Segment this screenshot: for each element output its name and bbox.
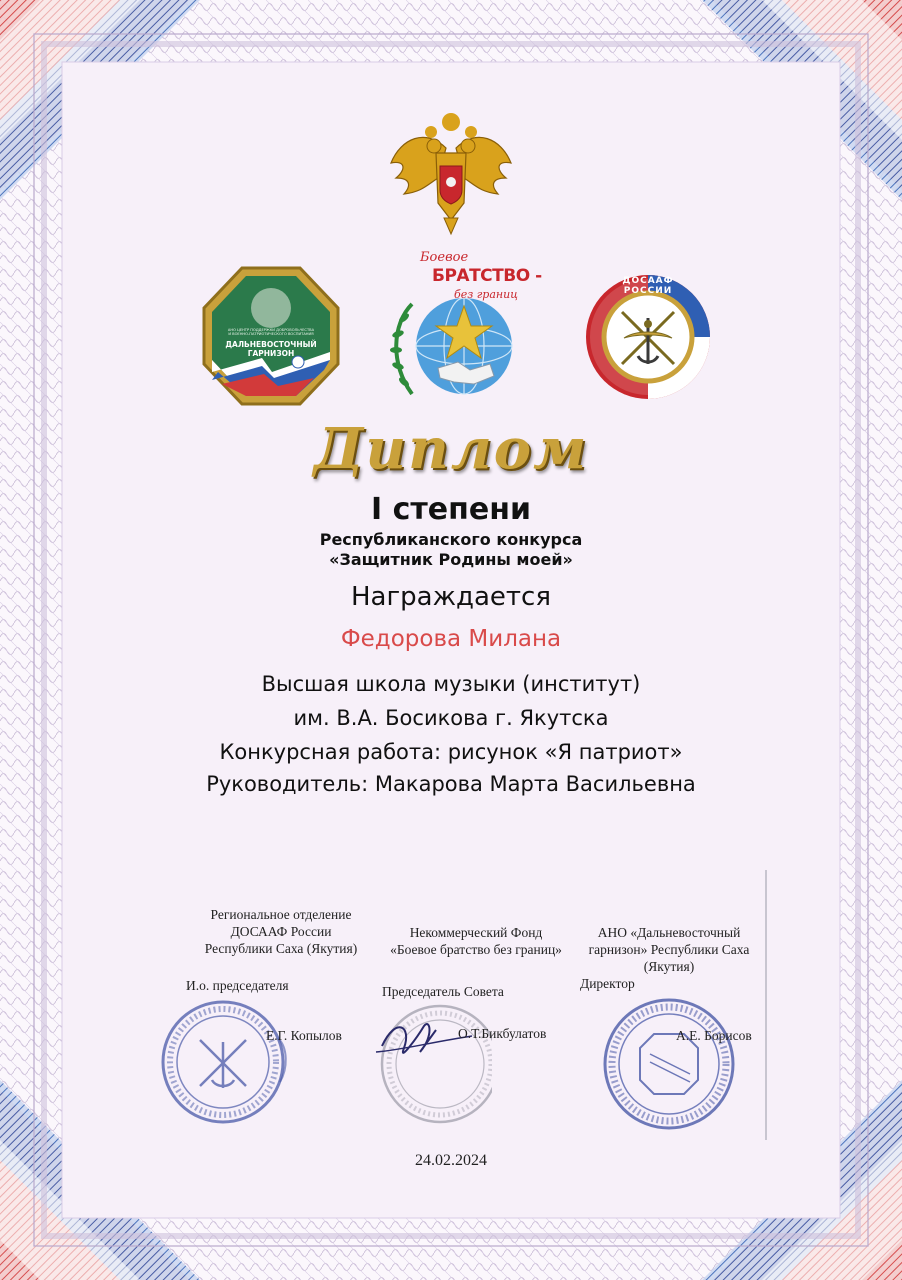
org-line: «Боевое братство без границ»: [390, 942, 562, 957]
signature-name-1: Е.Г. Копылов: [266, 1028, 342, 1043]
signature-org-2: [378, 924, 574, 958]
signature-org-3: [578, 924, 760, 975]
left-logo-name1: ДАЛЬНЕВОСТОЧНЫЙ: [225, 340, 317, 349]
coat-of-arms-icon: [386, 108, 516, 236]
org-line: Региональное отделение: [210, 907, 352, 922]
detail-line: Руководитель: Макарова Марта Васильевна: [206, 772, 696, 796]
awarded-label: Награждается: [351, 582, 551, 612]
dosaaf-ring-text: ДОСААФ РОССИИ: [622, 276, 674, 296]
signature-role-1: И.о. председателя: [186, 978, 289, 993]
org-line: Республики Саха (Якутия): [204, 941, 358, 956]
signature-org-1: [186, 906, 376, 957]
signature-role-2: Председатель Совета: [382, 984, 504, 999]
org-line: гарнизон» Республики Саха: [588, 942, 750, 957]
recipient-name: Федорова Милана: [340, 626, 562, 652]
dosaaf-stamp-icon: [148, 998, 298, 1126]
diploma-date: 24.02.2024: [415, 1152, 487, 1169]
bratstvo-stamp-icon: [372, 996, 492, 1126]
detail-line: Высшая школа музыки (институт): [261, 672, 641, 696]
left-logo-line2: И ВОЕННО-ПАТРИОТИЧЕСКОГО ВОСПИТАНИЯ: [228, 332, 314, 337]
org-line: ДОСААФ России: [230, 924, 332, 939]
boevoe-bratstvo-logo: [382, 248, 542, 408]
center-logo-script-bottom: без границ: [454, 288, 518, 301]
contest-line1: Республиканского конкурса: [319, 530, 583, 549]
signature-name-2: О.Т.Бикбулатов: [458, 1026, 547, 1041]
signature-role-3: Директор: [580, 976, 635, 991]
left-logo-line1: АНО ЦЕНТР ПОДДЕРЖКИ ДОБРОВОЛЬЧЕСТВА: [227, 328, 315, 332]
garnizon-stamp-icon: [594, 994, 744, 1134]
signature-name-3: А.Е. Борисов: [676, 1028, 752, 1043]
diploma-title: Диплом: [313, 416, 589, 482]
contest-line2: «Защитник Родины моей»: [329, 550, 573, 569]
org-line: Некоммерческий Фонд: [409, 925, 543, 940]
dalnevostochny-garnizon-logo: [202, 266, 340, 406]
left-logo-name2: ГАРНИЗОН: [247, 349, 295, 358]
org-line: АНО «Дальневосточный: [597, 925, 741, 940]
detail-line: им. В.А. Босикова г. Якутска: [293, 706, 609, 730]
center-logo-script-top: Боевое: [420, 250, 469, 265]
org-line: (Якутия): [643, 959, 695, 974]
detail-line: Конкурсная работа: рисунок «Я патриот»: [219, 740, 683, 764]
diploma-degree: I степени: [371, 492, 531, 527]
center-logo-big: БРАТСТВО -: [432, 266, 542, 286]
